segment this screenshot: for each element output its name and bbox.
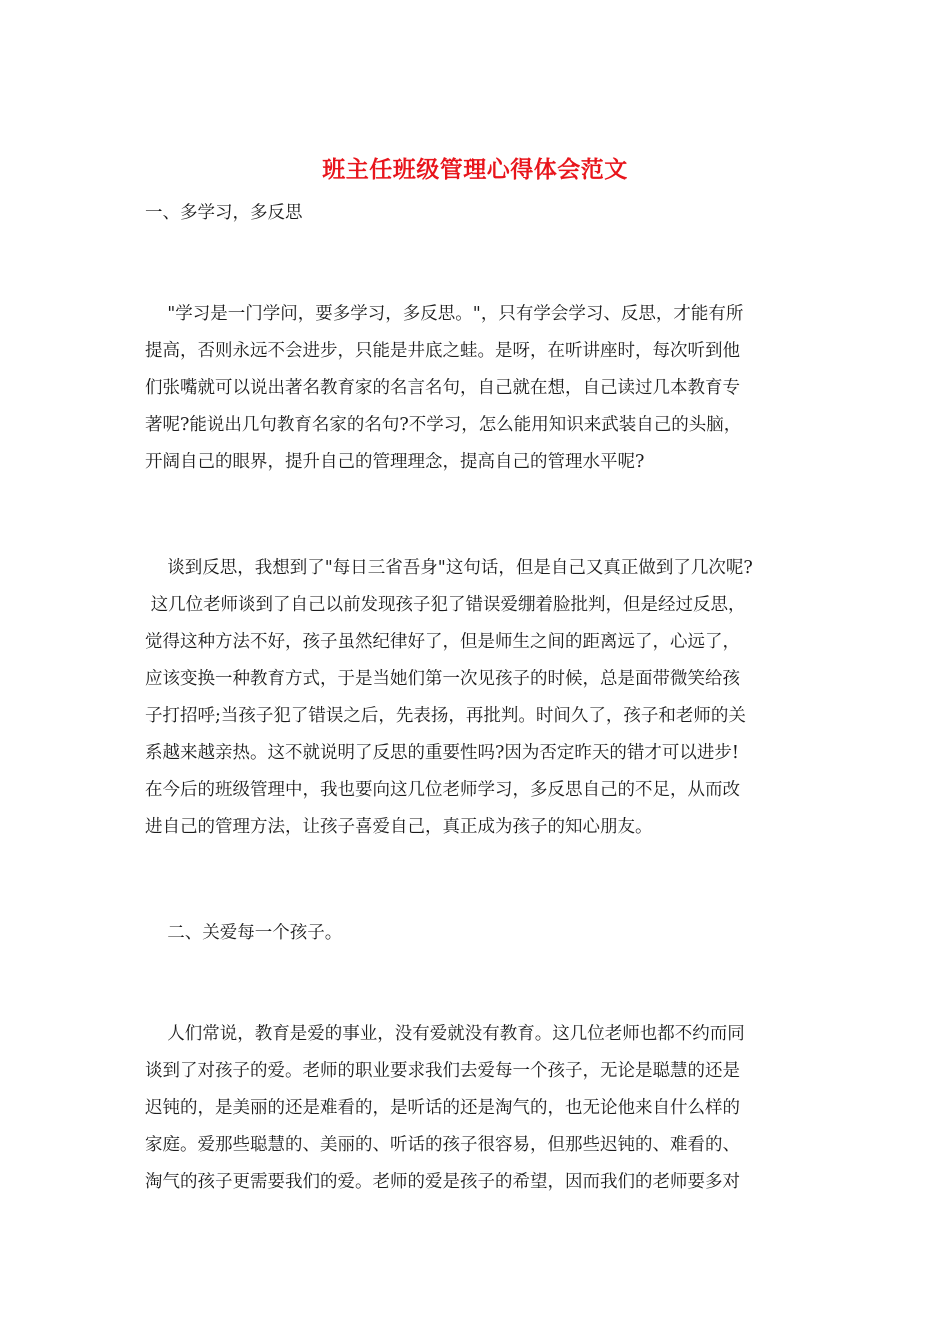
paragraph-1-line-5: 开阔自己的眼界，提升自己的管理理念，提高自己的管理水平呢? bbox=[145, 452, 645, 472]
paragraph-2-line-2: 这几位老师谈到了自己以前发现孩子犯了错误爱绷着脸批判，但是经过反思， bbox=[145, 595, 746, 615]
paragraph-2-line-8: 进自己的管理方法，让孩子喜爱自己，真正成为孩子的知心朋友。 bbox=[145, 817, 653, 837]
paragraph-2-line-1: 谈到反思，我想到了"每日三省吾身"这句话，但是自己又真正做到了几次呢? bbox=[145, 558, 753, 578]
section-heading-2: 二、关爱每一个孩子。 bbox=[145, 923, 343, 943]
paragraph-2-line-6: 系越来越亲热。这不就说明了反思的重要性吗?因为否定昨天的错才可以进步! bbox=[145, 743, 739, 763]
paragraph-1-line-2: 提高，否则永远不会进步，只能是井底之蛙。是呀，在听讲座时，每次听到他 bbox=[145, 341, 740, 361]
paragraph-2-line-4: 应该变换一种教育方式，于是当她们第一次见孩子的时候，总是面带微笑给孩 bbox=[145, 669, 740, 689]
document-title: 班主任班级管理心得体会范文 bbox=[322, 156, 628, 183]
section-heading-1: 一、多学习，多反思 bbox=[145, 203, 303, 223]
paragraph-2-line-5: 子打招呼;当孩子犯了错误之后，先表扬，再批判。时间久了，孩子和老师的关 bbox=[145, 706, 746, 726]
paragraph-3-line-2: 谈到了对孩子的爱。老师的职业要求我们去爱每一个孩子，无论是聪慧的还是 bbox=[145, 1061, 740, 1081]
paragraph-3-line-1: 人们常说，教育是爱的事业，没有爱就没有教育。这几位老师也都不约而同 bbox=[145, 1024, 745, 1044]
paragraph-3-line-5: 淘气的孩子更需要我们的爱。老师的爱是孩子的希望，因而我们的老师要多对 bbox=[145, 1172, 740, 1192]
paragraph-3-line-3: 迟钝的，是美丽的还是难看的，是听话的还是淘气的，也无论他来自什么样的 bbox=[145, 1098, 740, 1118]
paragraph-2-line-7: 在今后的班级管理中，我也要向这几位老师学习，多反思自己的不足，从而改 bbox=[145, 780, 740, 800]
paragraph-1-line-3: 们张嘴就可以说出著名教育家的名言名句，自己就在想，自己读过几本教育专 bbox=[145, 378, 740, 398]
paragraph-1-line-4: 著呢?能说出几句教育名家的名句?不学习，怎么能用知识来武装自己的头脑， bbox=[145, 415, 742, 435]
paragraph-1-line-1: "学习是一门学问，要多学习，多反思。"，只有学会学习、反思，才能有所 bbox=[145, 304, 744, 324]
paragraph-3-line-4: 家庭。爱那些聪慧的、美丽的、听话的孩子很容易，但那些迟钝的、难看的、 bbox=[145, 1135, 740, 1155]
paragraph-2-line-3: 觉得这种方法不好，孩子虽然纪律好了，但是师生之间的距离远了，心远了， bbox=[145, 632, 740, 652]
